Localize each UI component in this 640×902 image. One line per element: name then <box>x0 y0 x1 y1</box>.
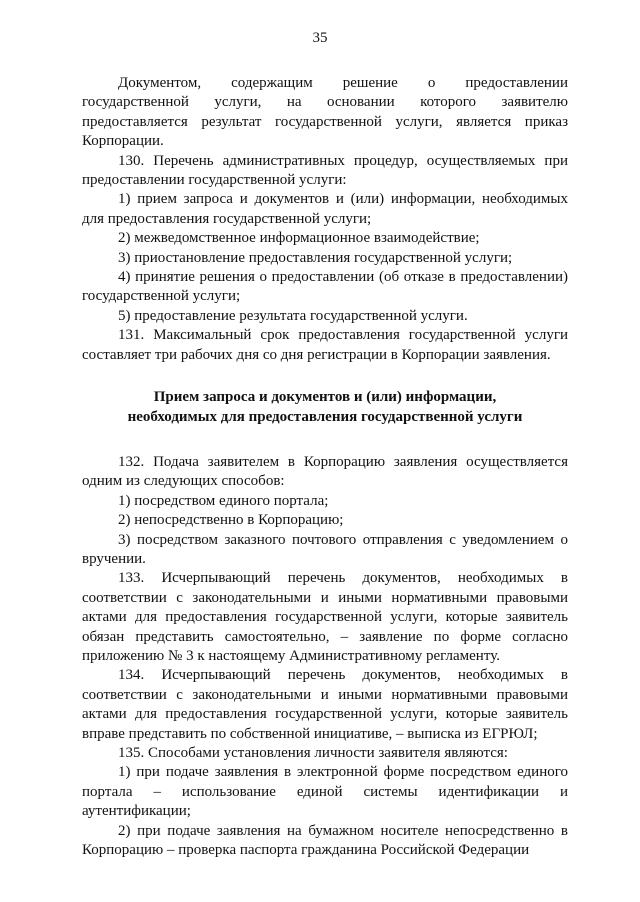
list-item-130-4: 4) принятие решения о предоставлении (об отказе в предоставлении) государственной услуги; <box>82 269 568 305</box>
paragraph-decision-document: Документом, содержащим решение о предоставлении государственной услуги, на основании которого заявителю предоставляется результат государственной услуги, является приказ Корпорации. <box>82 75 568 150</box>
paragraph-135: 135. Способами установления личности заявителя являются: <box>118 745 508 761</box>
list-item-130-3: 3) приостановление предоставления государственной услуги; <box>118 249 513 266</box>
list-item-130-1: 1) прием запроса и документов и (или) информации, необходимых для предоставления государственной услуги; <box>82 191 568 227</box>
list-item-132-2: 2) непосредственно в Корпорацию; <box>118 512 344 529</box>
paragraph-131: 131. Максимальный срок предоставления государственной услуги составляет три рабочих дня со дня регистрации в Корпорации заявления. <box>82 327 568 363</box>
list-item-132-1: 1) посредством единого портала; <box>118 492 329 509</box>
section-heading-line-1: Прием запроса и документов и (или) информации, <box>153 389 497 406</box>
paragraph-133: 133. Исчерпывающий перечень документов, необходимых в соответствии с законодательными и иными нормативными правовыми актами для предоставления государственной услуги, которые заявитель обязан представить самостоятельно, – заявление по форме согласно приложению № 3 к настоящему Административному регламенту. <box>82 570 568 664</box>
list-item-130-5: 5) предоставление результата государственной услуги. <box>118 307 468 324</box>
list-item-135-1: 1) при подаче заявления в электронной форме посредством единого портала – использование единой системы идентификации и аутентификации; <box>82 764 568 820</box>
section-heading <box>82 388 568 427</box>
page-number: 35 <box>312 30 328 46</box>
list-item-130-2: 2) межведомственное информационное взаимодействие; <box>118 230 480 247</box>
document-body <box>82 74 568 860</box>
list-item-132-3: 3) посредством заказного почтового отправления с уведомлением о вручении. <box>82 531 568 567</box>
section-heading-line-2: необходимых для предоставления государственной услуги <box>127 408 523 425</box>
paragraph-134: 134. Исчерпывающий перечень документов, необходимых в соответствии с законодательными и иными нормативными правовыми актами для предоставления государственной услуги, которые заявитель вправе представить по собственной инициативе, – выписка из ЕГРЮЛ; <box>82 667 568 742</box>
paragraph-132: 132. Подача заявителем в Корпорацию заявления осуществляется одним из следующих способов: <box>82 453 568 490</box>
paragraph-130: 130. Перечень административных процедур, осуществляемых при предоставлении государственной услуги: <box>82 152 568 189</box>
list-item-135-2: 2) при подаче заявления на бумажном носителе непосредственно в Корпорацию – проверка паспорта гражданина Российской Федерации <box>82 822 568 859</box>
